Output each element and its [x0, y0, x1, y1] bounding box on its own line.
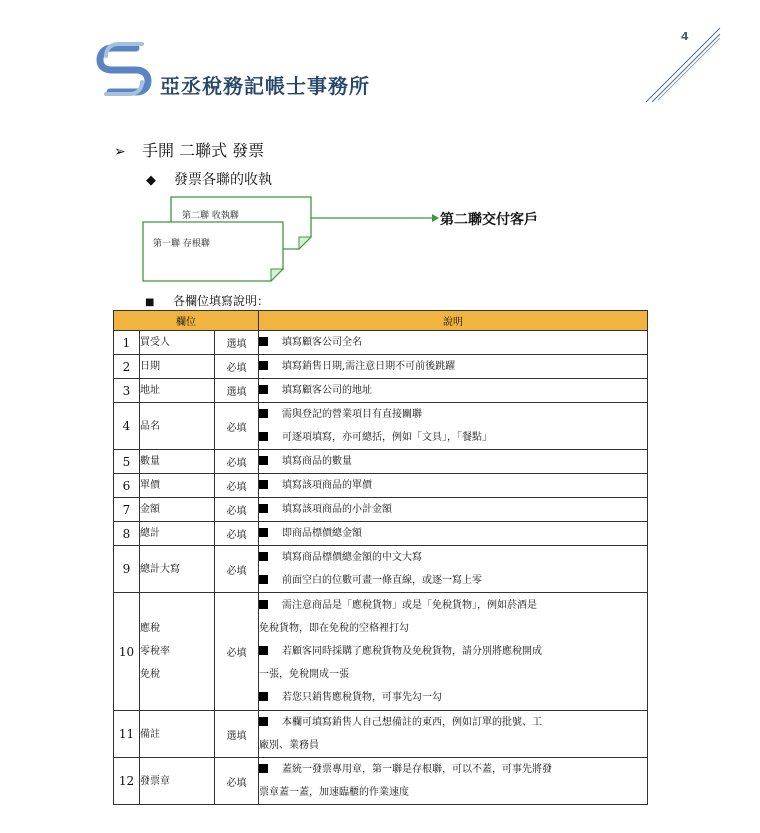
square-bullet-icon: [259, 480, 268, 489]
square-bullet-icon: [259, 528, 268, 537]
row-number: 3: [114, 379, 140, 403]
description-line: [259, 594, 647, 617]
description-text: 一張，免稅開成一張: [259, 669, 349, 680]
square-bullet-icon: [259, 646, 268, 655]
field-name: [140, 546, 215, 593]
field-name: [140, 758, 215, 805]
section-title-text: 手開 二聯式 發票: [142, 141, 265, 160]
table-row: [114, 758, 648, 805]
row-number: 4: [114, 403, 140, 450]
description-line: [259, 355, 647, 378]
field-name-line: 應稅: [140, 623, 160, 634]
field-description: [259, 379, 648, 403]
description-line: [259, 617, 647, 640]
required-status: 選填: [215, 331, 259, 355]
table-body: [114, 331, 648, 805]
field-description: [259, 355, 648, 379]
table-row: [114, 546, 648, 593]
required-status: 必填: [215, 498, 259, 522]
field-description: [259, 546, 648, 593]
section-title: [114, 138, 264, 161]
square-bullet-icon: [259, 432, 268, 441]
table-row: [114, 355, 648, 379]
square-bullet-icon: [259, 764, 268, 773]
field-name-line: 數量: [140, 456, 160, 467]
square-bullet-icon: [259, 600, 268, 609]
page-number: 4: [681, 30, 689, 43]
description-line: [259, 686, 647, 709]
field-description: [259, 403, 648, 450]
company-name: 亞丞稅務記帳士事務所: [160, 74, 370, 98]
table-row: [114, 450, 648, 474]
field-description: [259, 522, 648, 546]
required-status: 必填: [215, 403, 259, 450]
description-line: [259, 546, 647, 569]
field-name: [140, 593, 215, 711]
header-description: 說明: [259, 311, 648, 331]
decorative-diagonal-lines: [640, 22, 724, 106]
table-row: [114, 474, 648, 498]
diamond-bullet-icon: ◆: [146, 173, 156, 188]
description-text: 填寫商品的數量: [282, 456, 352, 467]
copy1-sheet: [143, 222, 283, 281]
description-line: [259, 450, 647, 473]
row-number: 10: [114, 593, 140, 711]
copy1-label: 第一聯 存根聯: [153, 239, 210, 249]
row-number: 5: [114, 450, 140, 474]
required-status: 必填: [215, 593, 259, 711]
table-intro-text: 各欄位填寫說明：: [173, 294, 270, 308]
field-description-table: [113, 310, 648, 805]
description-line: [259, 711, 647, 734]
field-name: [140, 450, 215, 474]
field-name: [140, 474, 215, 498]
arrow-label: 第二聯交付客戶: [440, 212, 538, 228]
table-row: [114, 498, 648, 522]
table-header-row: [114, 311, 648, 331]
square-bullet-icon: [259, 504, 268, 513]
copy2-label: 第二聯 收執聯: [182, 211, 239, 221]
table-row: [114, 379, 648, 403]
table-row: [114, 711, 648, 758]
field-name-line: 免稅: [140, 669, 160, 680]
row-number: 8: [114, 522, 140, 546]
description-line: [259, 403, 647, 426]
field-description: [259, 331, 648, 355]
table-row: [114, 593, 648, 711]
arrow-bullet-icon: ➢: [114, 144, 126, 160]
row-number: 7: [114, 498, 140, 522]
required-status: 必填: [215, 522, 259, 546]
square-bullet-icon: [259, 456, 268, 465]
field-name-line: 備註: [140, 728, 160, 740]
description-text: 填寫該項商品的小計金額: [282, 504, 392, 515]
header-field: 欄位: [114, 311, 259, 331]
description-text: 填寫顧客公司全名: [282, 337, 362, 348]
description-text: 需與登記的營業項目有直接關聯: [282, 409, 422, 420]
row-number: 11: [114, 711, 140, 758]
square-bullet-icon: [259, 552, 268, 561]
square-bullet-icon: [259, 717, 268, 726]
description-text: 廠別、業務員: [259, 740, 319, 751]
field-name-line: 買受人: [140, 337, 170, 348]
field-name-line: 品名: [140, 420, 160, 432]
square-bullet-icon: [259, 361, 268, 370]
required-status: 必填: [215, 355, 259, 379]
description-line: [259, 640, 647, 663]
description-line: [259, 498, 647, 521]
table-row: [114, 522, 648, 546]
description-line: [259, 781, 647, 804]
field-description: [259, 450, 648, 474]
field-name: [140, 379, 215, 403]
required-status: 必填: [215, 546, 259, 593]
description-line: [259, 331, 647, 354]
row-number: 1: [114, 331, 140, 355]
square-bullet-icon: [259, 385, 268, 394]
description-text: 填寫該項商品的單價: [282, 480, 372, 491]
table-row: [114, 403, 648, 450]
section-subtitle: [146, 169, 272, 189]
table-intro: [145, 292, 269, 309]
description-text: 若您只銷售應稅貨物，可事先勾一勾: [282, 692, 442, 703]
field-name: [140, 331, 215, 355]
description-text: 蓋統一發票專用章，第一聯是存根聯，可以不蓋，可事先將發: [282, 764, 552, 775]
field-name: [140, 355, 215, 379]
square-bullet-icon: [259, 692, 268, 701]
square-bullet-icon: [259, 575, 268, 584]
required-status: 選填: [215, 711, 259, 758]
field-description: [259, 711, 648, 758]
description-text: 本欄可填寫銷售人自己想備註的東西，例如訂單的批號、工: [282, 717, 542, 728]
field-description: [259, 498, 648, 522]
description-line: [259, 758, 647, 781]
description-text: 填寫顧客公司的地址: [282, 385, 372, 396]
field-description: [259, 474, 648, 498]
row-number: 9: [114, 546, 140, 593]
field-description: [259, 758, 648, 805]
field-name-line: 金額: [140, 504, 160, 515]
square-bullet-icon: ■: [145, 297, 155, 308]
row-number: 2: [114, 355, 140, 379]
required-status: 選填: [215, 379, 259, 403]
row-number: 12: [114, 758, 140, 805]
description-text: 填寫商品標價總金額的中文大寫: [282, 552, 422, 563]
square-bullet-icon: [259, 337, 268, 346]
description-text: 即商品標價總金額: [282, 528, 362, 539]
company-logo: [96, 42, 152, 96]
field-description: [259, 593, 648, 711]
required-status: 必填: [215, 450, 259, 474]
field-name-line: 地址: [140, 385, 160, 396]
description-text: 填寫銷售日期,需注意日期不可前後跳躍: [282, 361, 456, 372]
field-name: [140, 711, 215, 758]
field-name-line: 日期: [140, 361, 160, 372]
row-number: 6: [114, 474, 140, 498]
field-name: [140, 498, 215, 522]
field-name-line: 總計大寫: [140, 563, 180, 575]
description-text: 前面空白的位數可畫一條直線，或逐一寫上零: [282, 575, 482, 586]
field-name: [140, 403, 215, 450]
description-text: 需注意商品是「應稅貨物」或是「免稅貨物」，例如菸酒是: [282, 600, 537, 611]
description-line: [259, 734, 647, 757]
arrow-right-icon: [311, 214, 439, 222]
required-status: 必填: [215, 758, 259, 805]
required-status: 必填: [215, 474, 259, 498]
description-line: [259, 379, 647, 402]
description-text: 可逐項填寫，亦可總括，例如「文具」，「餐點」: [282, 432, 492, 443]
description-text: 票章蓋一蓋，加速臨櫃的作業速度: [259, 787, 409, 798]
field-name-line: 零稅率: [140, 646, 170, 657]
table-row: [114, 331, 648, 355]
description-line: [259, 474, 647, 497]
description-text: 免稅貨物，即在免稅的空格裡打勾: [259, 623, 409, 634]
field-name-line: 單價: [140, 480, 160, 491]
field-name-line: 總計: [140, 528, 160, 539]
description-line: [259, 569, 647, 592]
description-line: [259, 663, 647, 686]
description-text: 若顧客同時採購了應稅貨物及免稅貨物，請分別將應稅開成: [282, 646, 542, 657]
square-bullet-icon: [259, 409, 268, 418]
description-line: [259, 426, 647, 449]
section-subtitle-text: 發票各聯的收執: [174, 172, 272, 188]
field-name-line: 發票章: [140, 775, 170, 787]
field-name: [140, 522, 215, 546]
description-line: [259, 522, 647, 545]
